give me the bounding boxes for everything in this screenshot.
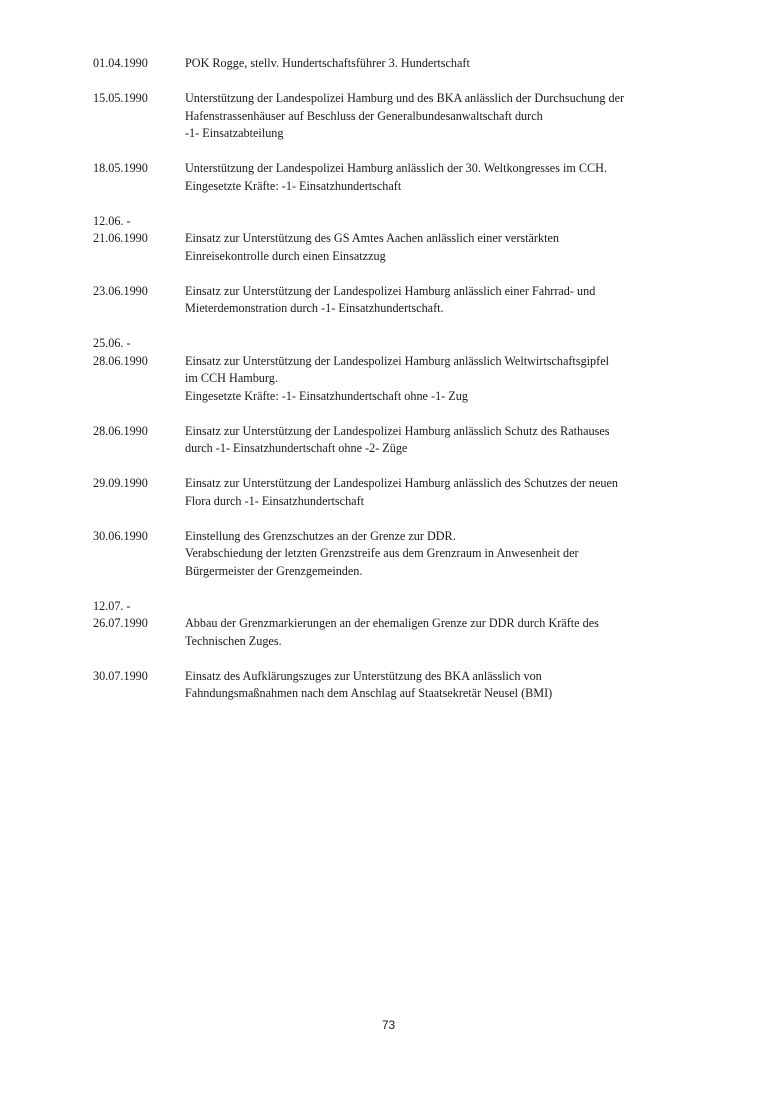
entry-date: 01.04.1990 [93, 56, 148, 70]
entry-date: 23.06.1990 [93, 283, 148, 298]
entry-text: Einsatz zur Unterstützung des GS Amtes Aachen anlässlich einer verstärkten Einreisekontrolle durch einen Einsatzzug [185, 231, 559, 263]
page-number: 73 [381, 1018, 396, 1032]
chronology-entry [93, 160, 693, 195]
entry-text: Unterstützung der Landespolizei Hamburg anlässlich der 30. Weltkongresses im CCH. Eingesetzte Kräfte: -1- Einsatzhundertschaft [185, 161, 607, 193]
chronology-entry [93, 668, 693, 703]
entry-date: 18.05.1990 [93, 161, 148, 175]
entry-date: 30.06.1990 [93, 528, 148, 543]
entry-text: POK Rogge, stellv. Hundertschaftsführer 3. Hundertschaft [185, 56, 470, 70]
entry-text: Einsatz des Aufklärungszuges zur Unterstützung des BKA anlässlich von Fahndungsmaßnahmen nach dem Anschlag auf Staatsekretär Neusel (BMI) [185, 668, 553, 700]
entry-date: 25.06. - 28.06.1990 [93, 336, 148, 368]
entry-text: Abbau der Grenzmarkierungen an der ehemaligen Grenze zur DDR durch Kräfte des Technischen Zuges. [185, 616, 599, 648]
entry-date: 15.05.1990 [93, 91, 148, 105]
entry-date: 12.06. - 21.06.1990 [93, 213, 148, 245]
chronology-entry [93, 335, 693, 405]
chronology-list [93, 55, 693, 720]
entry-text: Einsatz zur Unterstützung der Landespolizei Hamburg anlässlich des Schutzes der neuen Flora durch -1- Einsatzhundertschaft [185, 476, 618, 508]
entry-date: 28.06.1990 [93, 423, 148, 438]
entry-date: 30.07.1990 [93, 668, 148, 683]
entry-text: Unterstützung der Landespolizei Hamburg und des BKA anlässlich der Durchsuchung der Hafenstrassenhäuser auf Beschluss der Generalbundesanwaltschaft durch -1- Einsatzabteilung [185, 91, 625, 140]
entry-text: Einsatz zur Unterstützung der Landespolizei Hamburg anlässlich Weltwirtschaftsgipfel im CCH Hamburg. Eingesetzte Kräfte: -1- Einsatzhundertschaft ohne -1- Zug [185, 353, 609, 403]
chronology-entry [93, 475, 693, 510]
chronology-entry [93, 55, 693, 73]
entry-text: Einstellung des Grenzschutzes an der Grenze zur DDR. Verabschiedung der letzten Grenzstreife aus dem Grenzraum in Anwesenheit der Bürgermeister der Grenzgemeinden. [185, 528, 579, 578]
chronology-entry [93, 213, 693, 266]
entry-text: Einsatz zur Unterstützung der Landespolizei Hamburg anlässlich Schutz des Rathauses durch -1- Einsatzhundertschaft ohne -2- Züge [185, 423, 610, 455]
chronology-entry [93, 423, 693, 458]
chronology-entry [93, 283, 693, 318]
entry-date: 29.09.1990 [93, 476, 148, 490]
entry-text: Einsatz zur Unterstützung der Landespolizei Hamburg anlässlich einer Fahrrad- und Mieterdemonstration durch -1- Einsatzhundertschaft. [185, 283, 596, 315]
entry-date: 12.07. - 26.07.1990 [93, 598, 148, 630]
chronology-entry [93, 90, 693, 143]
chronology-entry [93, 598, 693, 651]
chronology-entry [93, 528, 693, 581]
